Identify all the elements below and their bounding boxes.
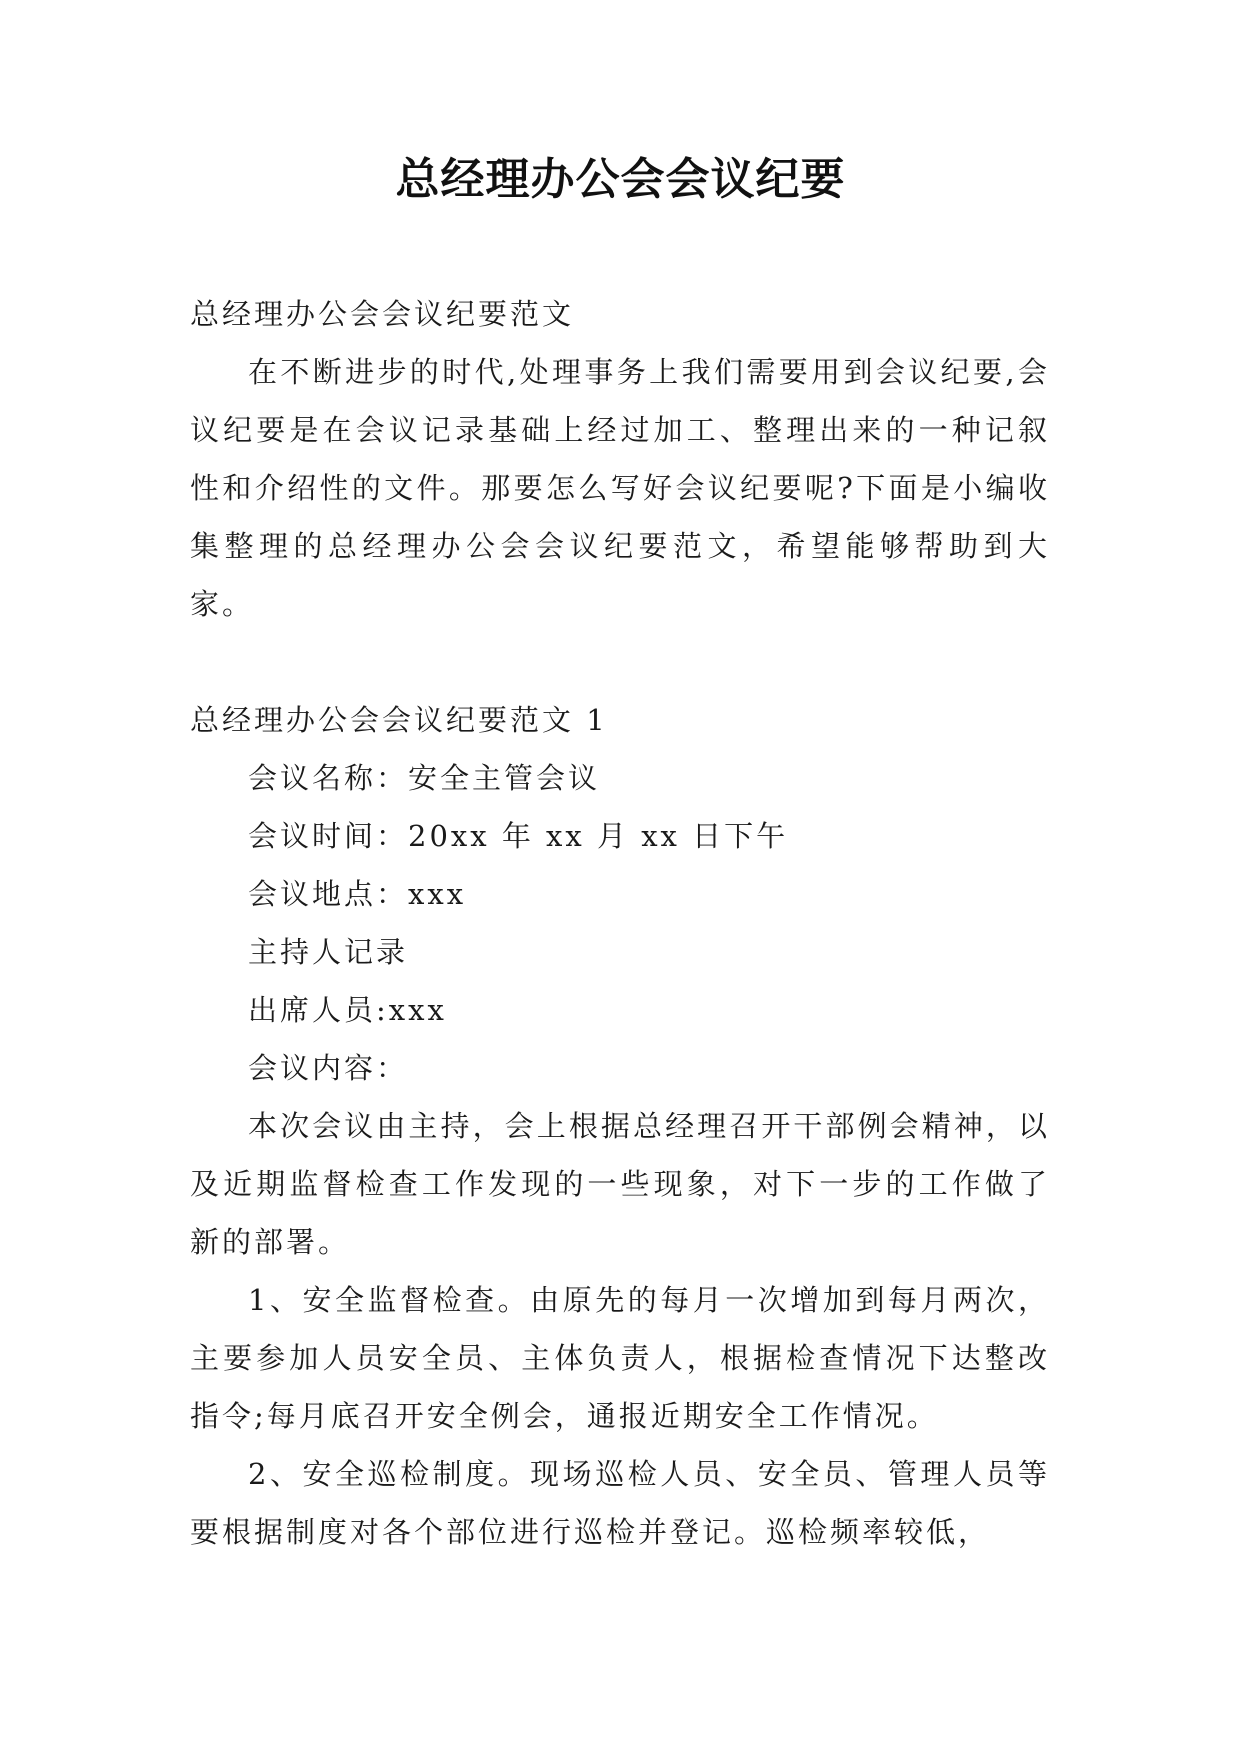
- meeting-time: 会议时间：20xx 年 xx 月 xx 日下午: [248, 819, 789, 853]
- document-body: [190, 285, 1050, 1561]
- section-heading: 总经理办公会会议纪要范文 1: [190, 703, 608, 737]
- list-item-1: 1、安全监督检查。由原先的每月一次增加到每月两次，主要参加人员安全员、主体负责人，根据检查情况下达整改指令;每月底召开安全例会，通报近期安全工作情况。: [190, 1283, 1050, 1433]
- attendees: 出席人员:xxx: [248, 993, 447, 1027]
- meeting-place: 会议地点：xxx: [248, 877, 467, 911]
- subtitle: 总经理办公会会议纪要范文: [190, 297, 575, 331]
- content-label: 会议内容：: [248, 1051, 409, 1085]
- document-title: 总经理办公会会议纪要: [395, 154, 846, 205]
- meeting-name: 会议名称：安全主管会议: [248, 761, 601, 795]
- host-record: 主持人记录: [248, 935, 409, 969]
- paragraph-gap: [190, 633, 1050, 691]
- list-item-2: 2、安全巡检制度。现场巡检人员、安全员、管理人员等要根据制度对各个部位进行巡检并登记。巡检频率较低，: [190, 1457, 1050, 1549]
- content-paragraph: 本次会议由主持，会上根据总经理召开干部例会精神，以及近期监督检查工作发现的一些现象，对下一步的工作做了新的部署。: [190, 1109, 1050, 1259]
- intro-paragraph: 在不断进步的时代,处理事务上我们需要用到会议纪要,会议纪要是在会议记录基础上经过加工、整理出来的一种记叙性和介绍性的文件。那要怎么写好会议纪要呢?下面是小编收集整理的总经理办公会会议纪要范文，希望能够帮助到大家。: [190, 355, 1050, 621]
